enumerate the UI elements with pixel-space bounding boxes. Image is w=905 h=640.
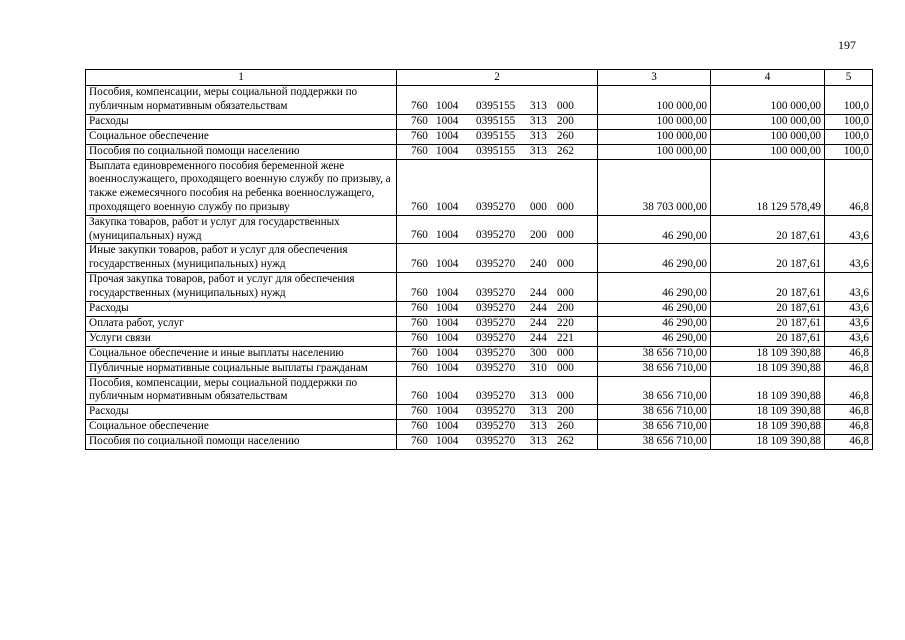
code-department: 760 [411, 257, 428, 270]
code-target-article: 0395270 [476, 257, 516, 270]
code-section: 1004 [436, 229, 459, 242]
code-target-article: 0395270 [476, 435, 516, 448]
header-col-2: 2 [397, 70, 598, 86]
code-department: 760 [411, 200, 428, 213]
code-target-article: 0395270 [476, 301, 516, 314]
execution-percent: 43,6 [825, 244, 873, 273]
budget-codes [397, 301, 598, 316]
budget-codes [397, 144, 598, 159]
code-kosgu: 000 [557, 286, 574, 299]
planned-amount: 38 656 710,00 [598, 346, 711, 361]
table-row [86, 405, 873, 420]
page-number: 197 [838, 38, 856, 52]
code-expense-type: 244 [530, 286, 547, 299]
execution-percent: 100,0 [825, 144, 873, 159]
table-row [86, 316, 873, 331]
code-department: 760 [411, 144, 428, 157]
executed-amount: 18 109 390,88 [711, 346, 825, 361]
code-section: 1004 [436, 301, 459, 314]
table-row [86, 114, 873, 129]
executed-amount: 20 187,61 [711, 316, 825, 331]
code-target-article: 0395270 [476, 286, 516, 299]
budget-codes [397, 272, 598, 301]
item-name: Публичные нормативные социальные выплаты гражданам [86, 361, 397, 376]
header-col-1: 1 [86, 70, 397, 86]
code-kosgu: 000 [557, 346, 574, 359]
code-target-article: 0395270 [476, 316, 516, 329]
execution-percent: 43,6 [825, 301, 873, 316]
executed-amount: 20 187,61 [711, 215, 825, 244]
executed-amount: 20 187,61 [711, 272, 825, 301]
code-kosgu: 000 [557, 229, 574, 242]
code-target-article: 0395155 [476, 144, 516, 157]
code-expense-type: 313 [530, 405, 547, 418]
code-kosgu: 260 [557, 420, 574, 433]
executed-amount: 18 109 390,88 [711, 361, 825, 376]
planned-amount: 46 290,00 [598, 215, 711, 244]
table-row [86, 244, 873, 273]
planned-amount: 38 656 710,00 [598, 435, 711, 450]
item-name: Расходы [86, 301, 397, 316]
code-section: 1004 [436, 144, 459, 157]
executed-amount: 100 000,00 [711, 144, 825, 159]
budget-codes [397, 86, 598, 115]
code-expense-type: 000 [530, 200, 547, 213]
code-expense-type: 313 [530, 420, 547, 433]
code-department: 760 [411, 331, 428, 344]
execution-percent: 46,8 [825, 435, 873, 450]
planned-amount: 38 703 000,00 [598, 159, 711, 215]
planned-amount: 38 656 710,00 [598, 405, 711, 420]
executed-amount: 100 000,00 [711, 129, 825, 144]
planned-amount: 46 290,00 [598, 316, 711, 331]
code-target-article: 0395270 [476, 229, 516, 242]
code-kosgu: 200 [557, 405, 574, 418]
code-department: 760 [411, 301, 428, 314]
item-name: Закупка товаров, работ и услуг для государственных (муниципальных) нужд [86, 215, 397, 244]
table-row [86, 129, 873, 144]
executed-amount: 18 109 390,88 [711, 376, 825, 405]
code-kosgu: 200 [557, 114, 574, 127]
item-name: Пособия, компенсации, меры социальной поддержки по публичным нормативным обязательствам [86, 376, 397, 405]
execution-percent: 46,8 [825, 159, 873, 215]
table-body [86, 86, 873, 450]
table-row [86, 215, 873, 244]
code-department: 760 [411, 286, 428, 299]
table-row [86, 301, 873, 316]
code-target-article: 0395270 [476, 405, 516, 418]
code-section: 1004 [436, 114, 459, 127]
budget-codes [397, 331, 598, 346]
planned-amount: 100 000,00 [598, 144, 711, 159]
code-kosgu: 000 [557, 257, 574, 270]
code-target-article: 0395270 [476, 331, 516, 344]
executed-amount: 18 129 578,49 [711, 159, 825, 215]
code-expense-type: 240 [530, 257, 547, 270]
execution-percent: 43,6 [825, 331, 873, 346]
table-row [86, 144, 873, 159]
execution-percent: 46,8 [825, 346, 873, 361]
budget-codes [397, 159, 598, 215]
budget-codes [397, 435, 598, 450]
code-target-article: 0395155 [476, 114, 516, 127]
executed-amount: 18 109 390,88 [711, 405, 825, 420]
code-section: 1004 [436, 286, 459, 299]
code-section: 1004 [436, 200, 459, 213]
executed-amount: 20 187,61 [711, 331, 825, 346]
code-section: 1004 [436, 316, 459, 329]
code-expense-type: 313 [530, 99, 547, 112]
code-kosgu: 260 [557, 129, 574, 142]
code-expense-type: 244 [530, 331, 547, 344]
code-section: 1004 [436, 331, 459, 344]
execution-percent: 100,0 [825, 86, 873, 115]
code-expense-type: 313 [530, 114, 547, 127]
budget-codes [397, 405, 598, 420]
table-row [86, 159, 873, 215]
table-header [86, 70, 873, 86]
code-target-article: 0395155 [476, 99, 516, 112]
item-name: Социальное обеспечение и иные выплаты населению [86, 346, 397, 361]
header-col-5: 5 [825, 70, 873, 86]
code-kosgu: 000 [557, 99, 574, 112]
execution-percent: 43,6 [825, 215, 873, 244]
code-expense-type: 244 [530, 301, 547, 314]
header-col-3: 3 [598, 70, 711, 86]
code-target-article: 0395270 [476, 420, 516, 433]
planned-amount: 38 656 710,00 [598, 376, 711, 405]
code-department: 760 [411, 435, 428, 448]
code-department: 760 [411, 129, 428, 142]
item-name: Иные закупки товаров, работ и услуг для обеспечения государственных (муниципальных) нужд [86, 244, 397, 273]
budget-codes [397, 346, 598, 361]
budget-codes [397, 361, 598, 376]
executed-amount: 18 109 390,88 [711, 420, 825, 435]
code-section: 1004 [436, 435, 459, 448]
code-section: 1004 [436, 361, 459, 374]
code-kosgu: 221 [557, 331, 574, 344]
execution-percent: 100,0 [825, 114, 873, 129]
item-name: Социальное обеспечение [86, 129, 397, 144]
item-name: Прочая закупка товаров, работ и услуг для обеспечения государственных (муниципальных) нужд [86, 272, 397, 301]
code-department: 760 [411, 390, 428, 403]
code-section: 1004 [436, 405, 459, 418]
table-row [86, 420, 873, 435]
code-target-article: 0395270 [476, 346, 516, 359]
executed-amount: 100 000,00 [711, 86, 825, 115]
code-department: 760 [411, 405, 428, 418]
planned-amount: 46 290,00 [598, 272, 711, 301]
item-name: Расходы [86, 114, 397, 129]
code-kosgu: 262 [557, 435, 574, 448]
planned-amount: 100 000,00 [598, 129, 711, 144]
executed-amount: 20 187,61 [711, 244, 825, 273]
code-expense-type: 300 [530, 346, 547, 359]
budget-codes [397, 420, 598, 435]
code-department: 760 [411, 361, 428, 374]
table-row [86, 86, 873, 115]
code-target-article: 0395270 [476, 361, 516, 374]
code-expense-type: 313 [530, 390, 547, 403]
item-name: Расходы [86, 405, 397, 420]
planned-amount: 100 000,00 [598, 114, 711, 129]
code-section: 1004 [436, 390, 459, 403]
code-expense-type: 313 [530, 129, 547, 142]
execution-percent: 46,8 [825, 420, 873, 435]
code-expense-type: 313 [530, 144, 547, 157]
item-name: Оплата работ, услуг [86, 316, 397, 331]
planned-amount: 46 290,00 [598, 301, 711, 316]
code-section: 1004 [436, 99, 459, 112]
code-target-article: 0395270 [476, 390, 516, 403]
code-department: 760 [411, 420, 428, 433]
item-name: Пособия по социальной помощи населению [86, 144, 397, 159]
table-row [86, 272, 873, 301]
code-target-article: 0395155 [476, 129, 516, 142]
code-kosgu: 262 [557, 144, 574, 157]
code-expense-type: 313 [530, 435, 547, 448]
table-row [86, 346, 873, 361]
execution-percent: 46,8 [825, 361, 873, 376]
code-kosgu: 200 [557, 301, 574, 314]
code-department: 760 [411, 229, 428, 242]
code-department: 760 [411, 99, 428, 112]
code-expense-type: 200 [530, 229, 547, 242]
budget-codes [397, 114, 598, 129]
execution-percent: 100,0 [825, 129, 873, 144]
code-department: 760 [411, 346, 428, 359]
item-name: Пособия, компенсации, меры социальной поддержки по публичным нормативным обязательствам [86, 86, 397, 115]
planned-amount: 38 656 710,00 [598, 361, 711, 376]
execution-percent: 43,6 [825, 316, 873, 331]
item-name: Социальное обеспечение [86, 420, 397, 435]
budget-codes [397, 316, 598, 331]
code-target-article: 0395270 [476, 200, 516, 213]
executed-amount: 18 109 390,88 [711, 435, 825, 450]
header-col-4: 4 [711, 70, 825, 86]
table-row [86, 376, 873, 405]
planned-amount: 46 290,00 [598, 331, 711, 346]
planned-amount: 46 290,00 [598, 244, 711, 273]
code-kosgu: 000 [557, 200, 574, 213]
executed-amount: 20 187,61 [711, 301, 825, 316]
table-row [86, 331, 873, 346]
item-name: Пособия по социальной помощи населению [86, 435, 397, 450]
table-row [86, 435, 873, 450]
code-kosgu: 220 [557, 316, 574, 329]
planned-amount: 100 000,00 [598, 86, 711, 115]
budget-codes [397, 376, 598, 405]
planned-amount: 38 656 710,00 [598, 420, 711, 435]
code-expense-type: 310 [530, 361, 547, 374]
code-kosgu: 000 [557, 361, 574, 374]
code-expense-type: 244 [530, 316, 547, 329]
table-row [86, 361, 873, 376]
header-row [86, 70, 873, 86]
execution-percent: 46,8 [825, 376, 873, 405]
code-kosgu: 000 [557, 390, 574, 403]
execution-percent: 46,8 [825, 405, 873, 420]
code-section: 1004 [436, 420, 459, 433]
code-section: 1004 [436, 129, 459, 142]
budget-codes [397, 215, 598, 244]
code-department: 760 [411, 316, 428, 329]
budget-codes [397, 129, 598, 144]
code-section: 1004 [436, 346, 459, 359]
budget-table [85, 69, 873, 450]
item-name: Услуги связи [86, 331, 397, 346]
executed-amount: 100 000,00 [711, 114, 825, 129]
execution-percent: 43,6 [825, 272, 873, 301]
code-section: 1004 [436, 257, 459, 270]
budget-codes [397, 244, 598, 273]
item-name: Выплата единовременного пособия беременной жене военнослужащего, проходящего военную службу по призыву, а также ежемесячного пособия на ребенка военнослужащего, проходящего военную службу по призыву [86, 159, 397, 215]
code-department: 760 [411, 114, 428, 127]
